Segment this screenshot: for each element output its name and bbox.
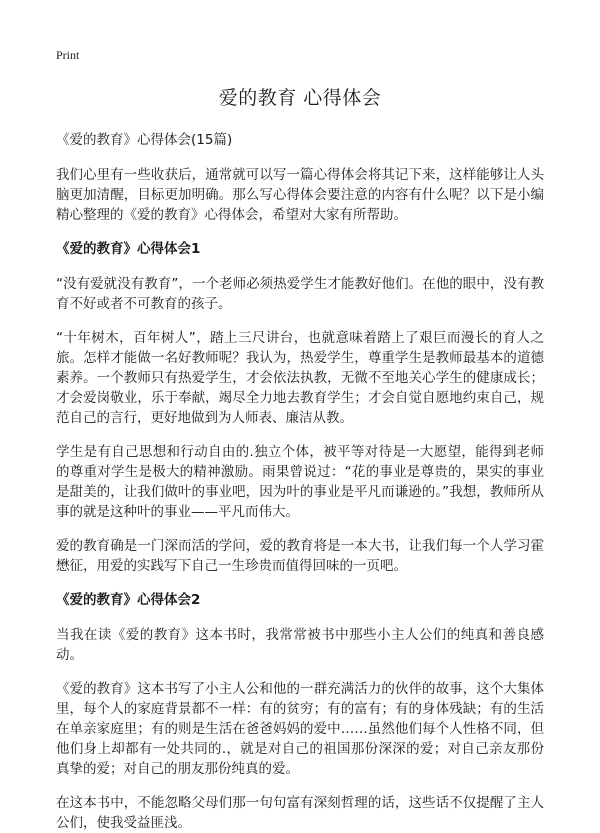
page-title: 爱的教育 心得体会: [218, 87, 382, 109]
body-paragraph: 学生是有自己思想和行动自由的.独立个体，被平等对待是一大愿望，能得到老师的尊重对学生是极大的精神激励。雨果曾说过：“花的事业是尊贵的，果实的事业是甜美的，让我们做叶的事业吧，因为叶的事业是平凡而谦逊的。”我想，教师所从事的就是这种叶的事业——平凡而伟大。: [56, 444, 544, 520]
page-subtitle: 《爱的教育》心得体会(15篇): [56, 132, 233, 148]
body-paragraph: “十年树木，百年树人”，踏上三尺讲台，也就意味着踏上了艰巨而漫长的育人之旅。怎样才能做一名好教师呢？我认为，热爱学生，尊重学生是教师最基本的道德素养。一个教师只有热爱学生，才会依法执教，无微不至地关心学生的健康成长；才会爱岗敬业，乐于奉献，竭尽全力地去教育学生；才会自觉自愿地约束自己，规范自己的言行，更好地做到为人师表、廉洁从教。: [56, 330, 544, 426]
intro-paragraph: 我们心里有一些收获后，通常就可以写一篇心得体会将其记下来，这样能够让人头脑更加清醒，目标更加明确。那么写心得体会要注意的内容有什么呢？以下是小编精心整理的《爱的教育》心得体会，希望对大家有所帮助。: [56, 167, 544, 223]
body-paragraph: “没有爱就没有教育”，一个老师必须热爱学生才能教好他们。在他的眼中，没有教育不好或者不可教育的孩子。: [56, 276, 544, 312]
body-paragraph: 在这本书中，不能忽略父母们那一句句富有深刻哲理的话，这些话不仅提醒了主人公们，使我受益匪浅。: [56, 795, 544, 831]
body-paragraph: 爱的教育确是一门深而活的学问，爱的教育将是一本大书，让我们每一个人学习霍懋征，用爱的实践写下自己一生珍贵而值得回味的一页吧。: [56, 538, 544, 574]
body-paragraph: 《爱的教育》这本书写了小主人公和他的一群充满活力的伙伴的故事，这个大集体里，每个人的家庭背景都不一样：有的贫穷；有的富有；有的身体残缺；有的生活在单亲家庭里；有的则是生活在爸爸妈妈的爱中……虽然他们每个人性格不同，但他们身上却都有一处共同的.，就是对自己的祖国那份深深的爱；对自己亲友那份真挚的爱；对自己的朋友那份纯真的爱。: [56, 681, 544, 777]
section-heading: 《爱的教育》心得体会1: [56, 241, 201, 257]
section-heading: 《爱的教育》心得体会2: [56, 592, 201, 608]
print-link[interactable]: Print: [56, 48, 80, 62]
body-paragraph: 当我在读《爱的教育》这本书时，我常常被书中那些小主人公们的纯真和善良感动。: [56, 627, 544, 663]
